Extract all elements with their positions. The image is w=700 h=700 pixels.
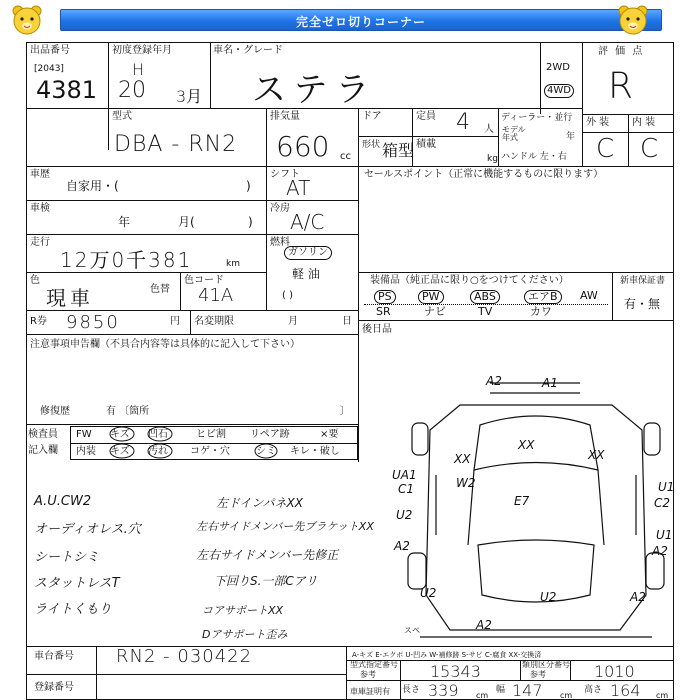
notes-title: 注意事項申告欄（不具合内容等は具体的に記入して下さい） [30,339,300,350]
score-value: R [608,66,634,107]
mileage-value: 12万0千381 [60,248,193,272]
first-reg-label: 初度登録年月 [112,45,172,56]
check-scratch: キズ [110,429,130,440]
mark-xx-hood: XX [518,438,535,452]
car-name-label: 車名・グレード [213,45,283,56]
color-label: 色 [30,275,40,286]
inspector-label: 検査員 [28,429,58,440]
drive-2wd: 2WD [546,62,570,73]
ac-value: A/C [290,210,325,234]
car-damage-diagram [390,375,674,647]
mark-u2-bl: U2 [420,586,437,600]
mark-u2-rear: U2 [540,590,557,604]
mark-w2: W2 [456,476,476,490]
note-right-4: 下回りS.一部Cアリ [214,574,318,588]
door-label: ドア [362,111,382,122]
color-code-label: 色コード [184,275,224,286]
first-reg-month: 3月 [176,87,203,106]
mileage-unit: km [226,259,240,269]
recycle-unit: 円 [170,316,180,327]
equip-abs: ABS [470,290,500,304]
width-label: 幅 [496,685,506,695]
height-unit: cm [656,691,669,700]
mark-ua1: UA1 [392,468,417,482]
note-left-4: スタットレスT [34,576,120,591]
mark-a2-left: A2 [394,539,410,553]
fuel-label: 燃料 [270,237,290,248]
length-value: 339 [428,681,459,700]
body-label: 形状 [362,140,381,150]
score-label: 評 価 点 [598,46,645,57]
history-value: 自家用・( [66,179,119,193]
check-needs: ×要 [320,429,339,440]
capacity-unit: 人 [484,124,494,135]
handle-label: ハンドル 左・右 [501,152,567,162]
note-right-5: コアサポートXX [202,604,284,617]
load-unit: kg [487,154,498,164]
note-right-2: 左右サイドメンバー先ブラケットXX [196,520,374,533]
displacement-value: 660 [276,130,330,163]
equip-aw: AW [580,289,598,302]
note-left-5: ライトくもり [34,602,112,617]
mascot-bear-icon [616,3,650,37]
rear-items-label: 後日品 [362,324,392,335]
note-left-1: A.U.CW2 [34,494,92,509]
check-tear: キレ・破し [290,446,340,457]
color-value: 現車 [46,286,94,310]
check-circle-marks [100,424,330,462]
mark-xx-right: XX [588,448,605,462]
width-unit: cm [560,691,573,700]
banner-title: 完全ゼロ切りコーナー [295,15,426,29]
displacement-unit: cc [340,151,351,162]
equip-sr: SR [376,305,391,318]
inspection-month: 月( [178,215,195,229]
type-no-value: 15343 [430,662,481,681]
model-value: DBA - RN2 [114,132,238,157]
mark-a2-top: A2 [486,375,502,388]
drive-4wd-circled: 4WD [544,84,574,98]
equip-leather: カワ [530,305,552,318]
class-no-value: 1010 [594,662,635,681]
inspection-year: 年 [118,215,131,229]
body-value: 箱型 [382,141,415,160]
height-value: 164 [610,681,641,700]
chassis-value: RN2 - 030422 [116,646,253,667]
equip-navi: ナビ [424,305,446,318]
model-year-unit: 年 [566,132,576,142]
meigi-month: 月 [288,316,298,327]
lot-label: 出品番号 [30,45,70,56]
mileage-label: 走行 [30,237,50,248]
check-fw: FW [76,429,92,440]
length-unit: cm [476,691,489,700]
repair-label: 修復歴 [40,406,70,417]
repair-value: 有 〔箇所 [106,406,150,417]
mark-a2-br: A2 [630,590,646,604]
fuel-diesel: 軽 油 [292,267,320,281]
first-reg-year: 20 [118,78,146,103]
inspection-label: 車検 [30,203,50,214]
mark-a1-top: A1 [542,376,558,390]
warranty-value: 有・無 [624,297,661,311]
history-label: 車歴 [30,169,50,180]
spare-label: スペ [404,626,420,635]
interior-label: 内 装 [632,117,656,128]
first-reg-era: H [132,60,145,79]
meigi-day: 日 [342,316,352,327]
check-int-scratch: キズ [110,446,130,457]
check-dent-stone: 凹石 [148,429,168,440]
length-label: 長さ [402,685,421,695]
capacity-value: 4 [456,110,470,135]
note-right-6: Dアサポート歪み [202,628,288,641]
mark-a2-right: A2 [652,544,668,558]
color-code-value: 41A [198,285,234,306]
class-no-label: 類別区分番号 [522,660,570,669]
exterior-score: C [596,134,615,164]
mark-u1-right: U1 [658,480,674,494]
check-repair-mark: リペア跡 [250,429,290,440]
recycle-label: R券 [30,316,47,327]
recycle-value: 9850 [66,312,120,333]
mark-xx-left: XX [454,452,471,466]
dealer-label: ディーラー・並行 [501,113,573,123]
entry-label: 記入欄 [28,445,58,456]
chassis-label: 車台番号 [34,651,74,662]
model-label: 型式 [112,111,132,122]
equip-pw: PW [418,290,444,304]
fuel-gasoline-circled: ガソリン [284,246,332,260]
load-label: 積載 [416,139,436,150]
history-close: ) [246,179,251,193]
shift-value: AT [286,176,311,200]
color-change-label: 色替 [150,284,170,295]
ac-label: 冷房 [270,203,290,214]
shift-label: シフト [270,169,300,180]
mark-u2-left: U2 [396,508,413,522]
check-dirt: 汚れ [148,446,168,457]
damage-legend: A-キズ E-エクボ U-凹み W-補修跡 S-サビ C-腐食 XX-交換済 [352,651,542,659]
car-name: ステラ [252,70,378,110]
title-banner [0,0,700,40]
note-right-1: 左ドインパネXX [216,496,304,510]
equipment-label: 装備品（純正品に限り○をつけてください） [370,275,569,286]
check-crack: ヒビ割 [196,429,226,440]
height-label: 高さ [584,685,603,695]
check-burn: コゲ・穴 [190,446,230,457]
check-interior: 内装 [76,446,96,457]
class-no-sub: 参考 [530,670,546,679]
cert-label: 車庫証明有 [350,687,390,696]
equip-tv: TV [478,305,493,318]
mark-a2-bottom: A2 [476,618,492,632]
note-left-2: オーディオレス.穴 [34,522,141,537]
note-right-3: 左右サイドメンバー先修正 [196,548,339,562]
type-no-sub: 参考 [360,670,376,679]
width-value: 147 [512,681,543,700]
mark-c2: C2 [654,496,671,510]
mark-e7: E7 [514,494,530,508]
model-year-label: モデル年式 [502,125,526,142]
mark-u1-right-low: U1 [656,528,673,542]
equip-airbag: エアB [524,290,562,304]
lot-number: 4381 [36,76,98,104]
check-stain: シミ [256,446,276,457]
fuel-other: ( ) [282,290,293,301]
banner-bar [60,9,662,31]
exterior-label: 外 装 [586,117,610,128]
interior-score: C [640,134,659,164]
sales-point-label: セールスポイント（正常に機能するものに限ります） [364,169,604,180]
mascot-bear-icon [10,3,44,37]
registration-label: 登録番号 [34,682,74,693]
displacement-label: 排気量 [270,111,300,122]
mark-c1: C1 [398,482,415,496]
repair-close: 〕 [340,406,350,417]
type-no-label: 型式指定番号 [350,660,398,669]
note-left-3: シートシミ [34,550,100,565]
warranty-label: 新車保証書 [620,276,666,286]
meigi-label: 名変期限 [194,316,234,327]
capacity-label: 定員 [416,111,436,122]
inspection-close: ) [248,215,253,229]
lot-sub: [2043] [34,64,64,74]
equip-ps: PS [374,290,396,304]
